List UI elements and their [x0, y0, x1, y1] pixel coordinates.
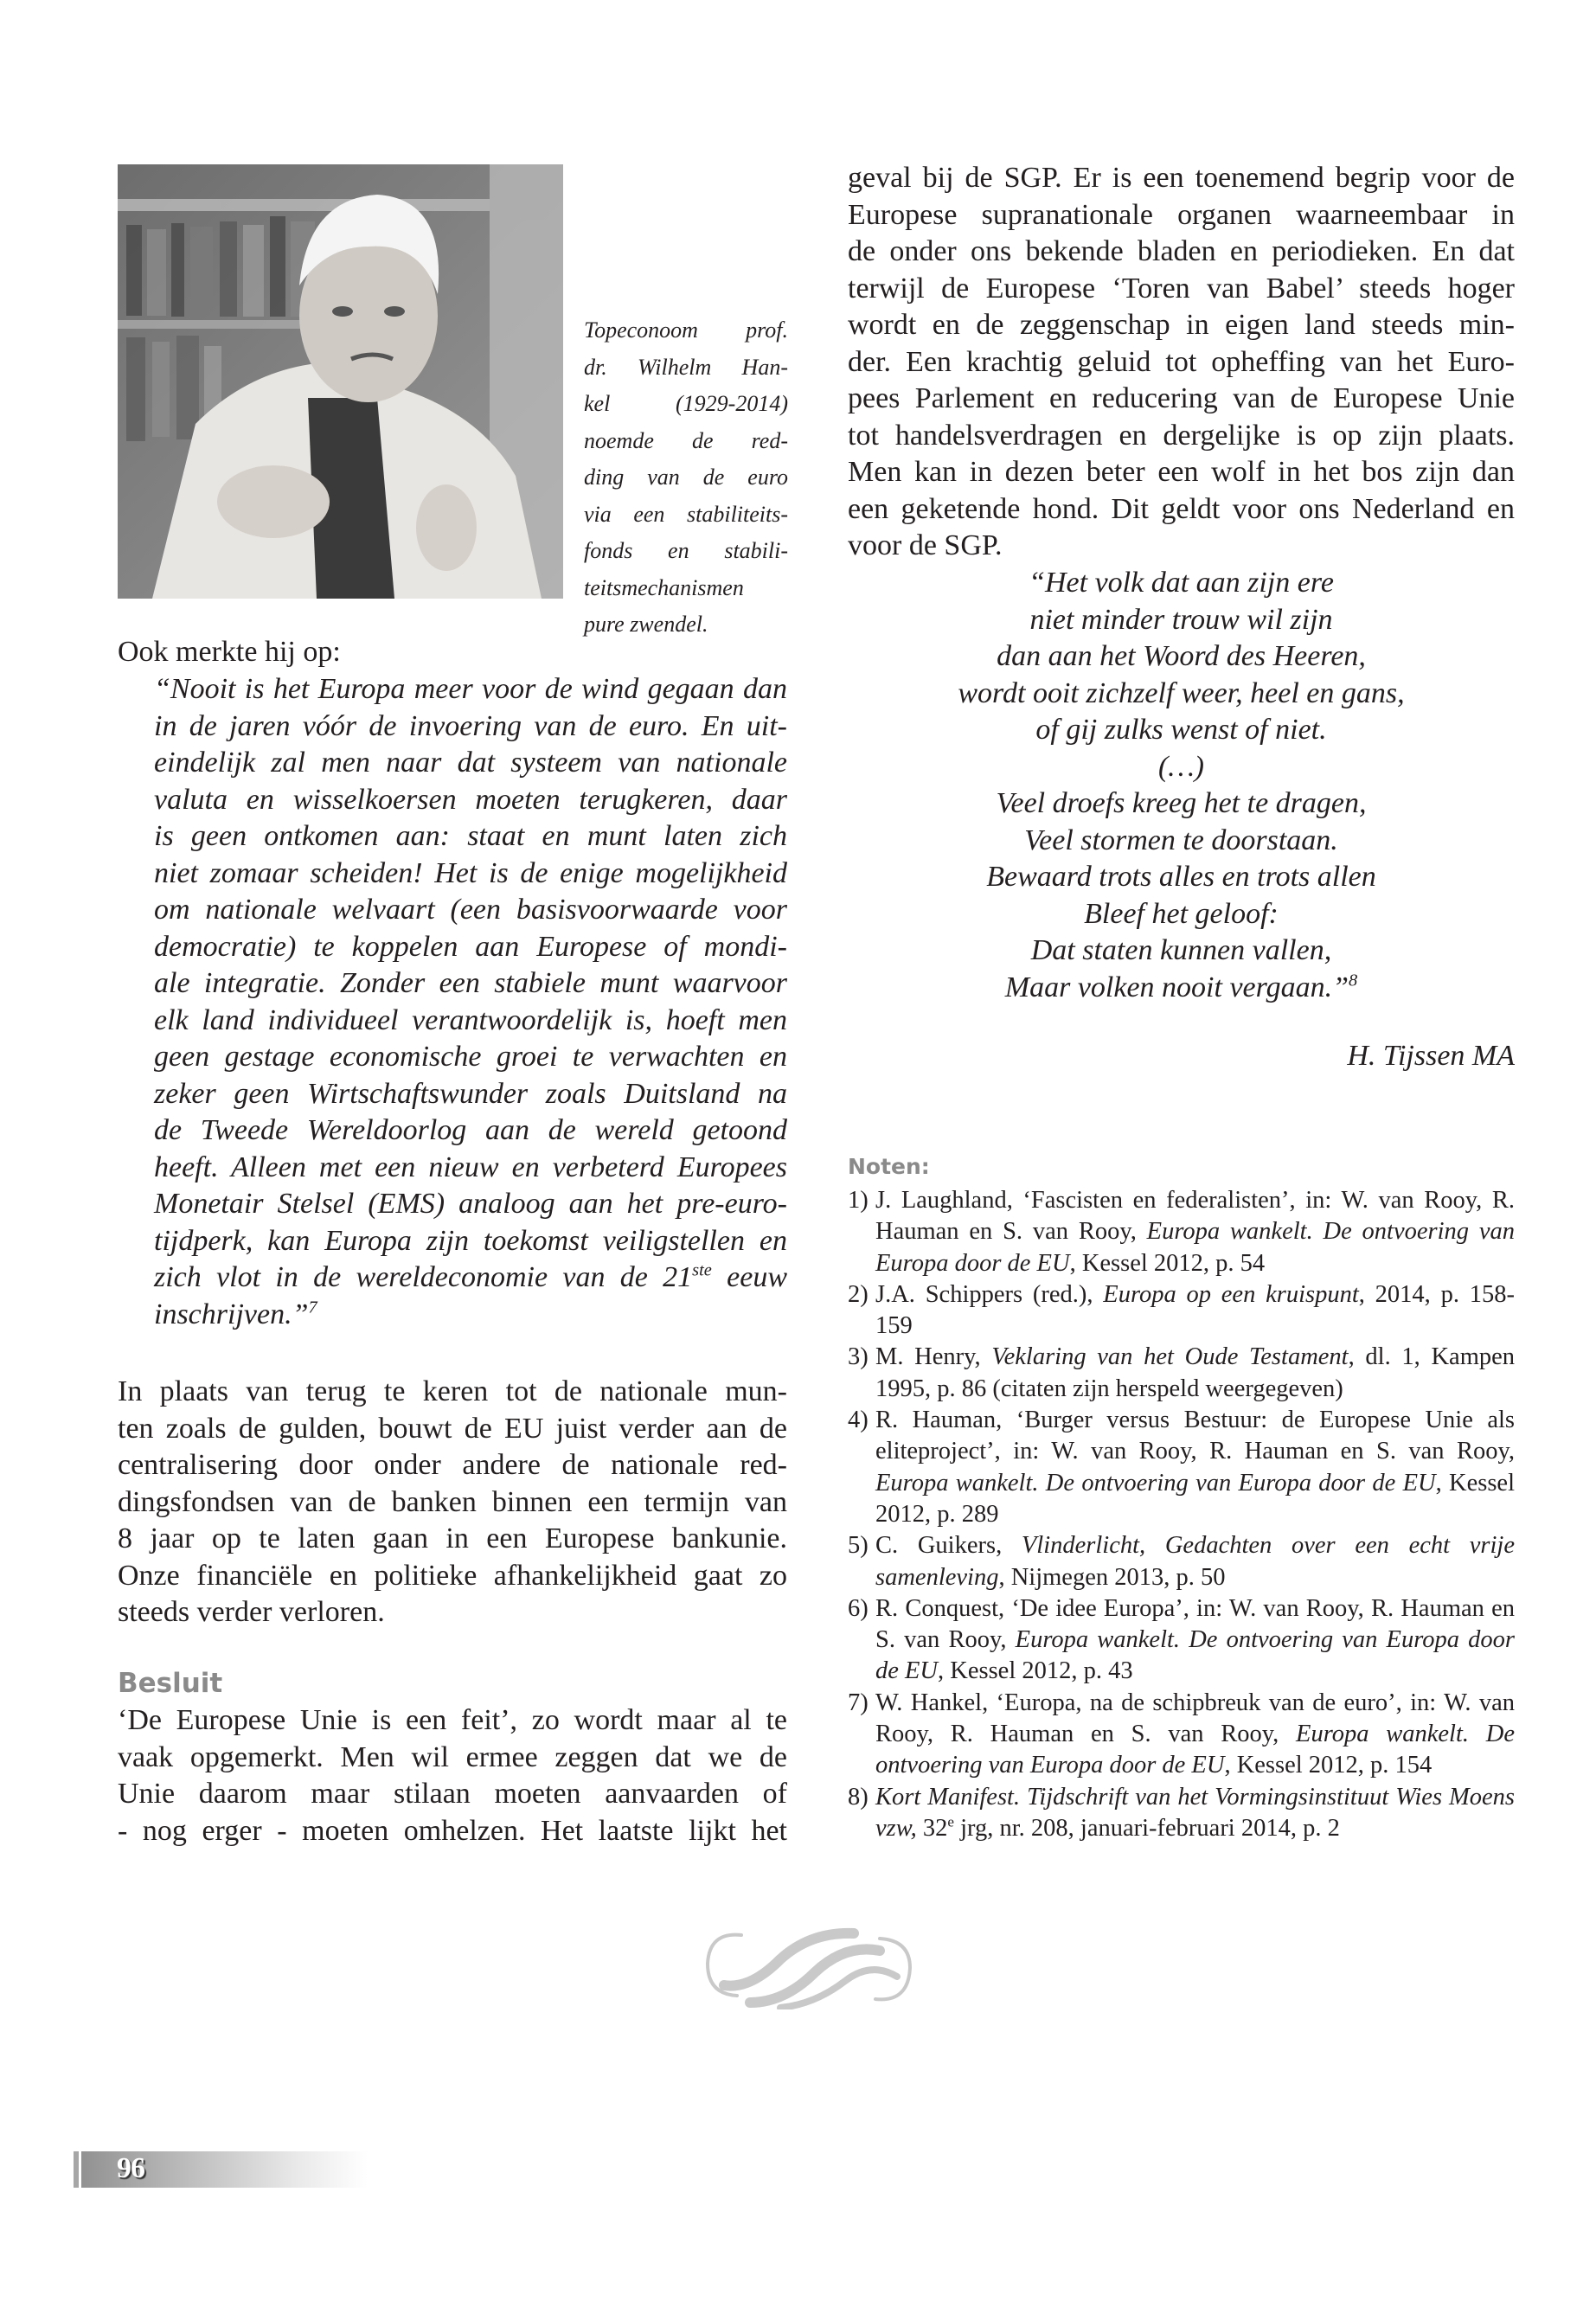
footnote-number: 6) [848, 1594, 869, 1622]
poem-line-text: Veel stormen te doorstaan. [1024, 824, 1338, 856]
section-heading-besluit: Besluit [118, 1668, 223, 1699]
text-line: steeds verder verloren. [118, 1596, 385, 1628]
text-line: wordt en de zeggenschap in eigen land steeds min- [848, 309, 1515, 341]
quote-line [154, 1039, 787, 1076]
portrait-illustration [118, 164, 563, 599]
quote-line-text: valuta en wisselkoersen moeten terugkeren, daar [154, 783, 787, 816]
caption-line: teitsmechanismen [584, 574, 744, 600]
text-line: Unie daarom maar stilaan moeten aanvaarden of [118, 1778, 787, 1810]
superscript-ste: ste [692, 1260, 712, 1280]
footnote-text: , dl. 1, Kampen 1995, p. 86 (citaten zijn herspeld weergegeven) [875, 1343, 1516, 1402]
footnote-text: , Kessel 2012, p. 154 [1224, 1752, 1433, 1779]
quote-line [154, 1259, 787, 1297]
quote-line [154, 929, 787, 966]
body-paragraph [118, 1374, 787, 1631]
poem-line [848, 602, 1515, 639]
quote-line-text: de Tweede Wereldoorlog aan de wereld getoond [154, 1114, 787, 1146]
author-signature: H. Tijssen MA [1347, 1040, 1515, 1072]
poem-line [848, 896, 1515, 933]
intro-text [118, 634, 787, 671]
footnote-number: 1) [848, 1187, 869, 1214]
caption-line: dr. Wilhelm Han- [584, 354, 788, 380]
footnote-text: , Kessel 2012, p. 54 [1069, 1249, 1266, 1277]
text-line: ‘De Europese Unie is een feit’, zo wordt maar al te [118, 1704, 787, 1736]
footnote-item [848, 1593, 1515, 1688]
text-line: ten zoals de gulden, bouwt de EU juist verder aan de [118, 1412, 787, 1445]
footnote-item [848, 1279, 1515, 1343]
quote-line-text: elk land individueel verantwoordelijk is, hoeft men [154, 1003, 787, 1036]
text-line: In plaats van terug te keren tot de nationale mun- [118, 1375, 787, 1407]
text-line: dingsfondsen van de banken binnen een termijn van [118, 1485, 787, 1518]
quote-line-text: democratie) te koppelen aan Europese of mondi- [154, 930, 787, 963]
quote-line-text: niet zomaar scheiden! Het is de enige mogelijkheid [154, 856, 787, 889]
quote-line [154, 818, 787, 856]
text-line: pees Parlement en reducering van de Europese Unie [848, 382, 1515, 414]
footnote-text: , Kessel 2012, p. 43 [938, 1657, 1133, 1685]
quote-line-text: zeker geen Wirtschaftswunder zoals Duitsland na [154, 1077, 787, 1110]
portrait-photo [118, 164, 563, 599]
quote-line [154, 965, 787, 1003]
caption-line: pure zwendel. [584, 612, 708, 637]
footnote-text: , Kessel 2012, p. 289 [875, 1469, 1515, 1528]
text-line: Onze financiële en politieke afhankelijkheid gaat zo [118, 1559, 787, 1592]
footnote-text: J.A. Schippers (red.), [875, 1280, 1104, 1308]
page-bar-edge [74, 2151, 81, 2188]
quote-line-text: zich vlot in de wereldeconomie van de 21 [154, 1261, 693, 1293]
footnote-text: e [947, 1813, 954, 1830]
footnotes-list [848, 1185, 1515, 1844]
footnote-number: 4) [848, 1407, 869, 1434]
quote-line-text: inschrijven.” [154, 1298, 309, 1330]
intro-line: Ook merkte hij op: [118, 636, 341, 668]
footnote-title: Europa wankelt. De ontvoering van Europa door de EU [875, 1218, 1515, 1277]
footnote-text: C. Guikers, [875, 1532, 1022, 1560]
footnote-title: Veklaring van het Oude Testament [991, 1343, 1349, 1371]
quote-line [154, 892, 787, 929]
footnote-text: , Nijmegen 2013, p. 50 [998, 1563, 1226, 1591]
text-line: een geketende hond. Dit geldt voor ons Nederland en [848, 492, 1515, 525]
quote-line-text: om nationale welvaart (een basisvoorwaarde voor [154, 894, 787, 926]
footnote-number: 2) [848, 1280, 869, 1308]
footnote-text: R. Hauman, ‘Burger versus Bestuur: de Europese Unie als eliteproject’, in: W. van Rooy, R. Hauman en S. van Rooy, [875, 1407, 1515, 1465]
poem-line-text: Veel droefs kreeg het te dragen, [996, 787, 1367, 819]
quote-line-text: heeft. Alleen met een nieuw en verbeterd Europees [154, 1150, 787, 1183]
poem-line [848, 859, 1515, 896]
quote-line-text: geen gestage economische groei te verwachten en [154, 1041, 787, 1073]
quote-line [154, 745, 787, 782]
footnote-title: Europa wankelt. De ontvoering van Europa door de EU [875, 1721, 1515, 1779]
footnote-text: M. Henry, [875, 1343, 992, 1371]
quote-line [154, 1297, 787, 1334]
poem-line [848, 749, 1515, 786]
footnote-title: Europa op een kruispunt [1103, 1280, 1359, 1308]
footnote-title: Vlinderlicht, Gedachten over een echt vrije samenleving [875, 1532, 1515, 1591]
footnote-title: Europa wankelt. De ontvoering van Europa door de EU [875, 1469, 1436, 1497]
quote-line-text: eindelijk zal men naar dat systeem van nationale [154, 747, 787, 779]
footnote-title: Europa wankelt. De ontvoering van Europa door de EU [875, 1626, 1515, 1685]
footnote-text: W. Hankel, ‘Europa, na de schipbreuk van de euro’, in: W. van Rooy, R. Hauman en S. van Rooy, [875, 1689, 1515, 1748]
quote-line [154, 708, 787, 746]
quote-line [154, 1112, 787, 1150]
footnote-text: R. Conquest, ‘De idee Europa’, in: W. van Rooy, R. Hauman en S. van Rooy, [875, 1594, 1515, 1654]
text-line: terwijl de Europese ‘Toren van Babel’ steeds hoger [848, 272, 1515, 304]
poem-line-text: wordt ooit zichzelf weer, heel en gans, [958, 676, 1405, 709]
text-line: vaak opgemerkt. Men wil ermee zeggen dat we de [118, 1740, 787, 1773]
page-number-bar [74, 2151, 368, 2188]
text-line: der. Een krachtig geluid tot opheffing van het Euro- [848, 345, 1515, 378]
decorative-ornament-icon [702, 1925, 915, 2009]
page-number: 96 [117, 2152, 144, 2184]
quote-line [154, 1003, 787, 1040]
hankel-quote [154, 671, 787, 1333]
quote-line [154, 671, 787, 708]
poem-line [848, 712, 1515, 749]
footnote-text: jrg, nr. 208, januari-februari 2014, p. 2 [953, 1814, 1340, 1842]
footnote-item [848, 1342, 1515, 1405]
poem-line-text: dan aan het Woord des Heeren, [997, 640, 1366, 672]
poem-quote [848, 565, 1515, 1006]
footnote-ref-8: 8 [1349, 971, 1358, 990]
text-line: 8 jaar op te laten gaan in een Europese bankunie. [118, 1522, 787, 1554]
poem-line-text: Maar volken nooit vergaan.” [1004, 971, 1349, 1003]
text-line: centralisering door onder andere de nationale red- [118, 1449, 787, 1481]
footnote-item [848, 1688, 1515, 1782]
quote-line-text: Monetair Stelsel (EMS) analoog aan het pre-euro- [154, 1188, 787, 1220]
footnote-number: 3) [848, 1343, 869, 1371]
caption-line: ding van de euro [584, 465, 788, 490]
caption-line: fonds en stabili- [584, 538, 788, 563]
quote-line-text: ale integratie. Zonder een stabiele munt waarvoor [154, 967, 787, 999]
footnote-item [848, 1782, 1515, 1845]
text-line: - nog erger - moeten omhelzen. Het laatste lijkt het [118, 1814, 787, 1847]
footnote-item [848, 1530, 1515, 1593]
poem-line [848, 676, 1515, 713]
text-line: tot handelsverdragen en dergelijke is op zijn plaats. [848, 419, 1515, 452]
footnote-ref-7: 7 [308, 1298, 317, 1317]
footnote-text: , 2014, p. 158-159 [875, 1280, 1515, 1340]
poem-line [848, 785, 1515, 823]
poem-line-text: Dat staten kunnen vallen, [1030, 934, 1332, 966]
body-paragraph-continued [848, 160, 1515, 565]
poem-line [848, 970, 1515, 1007]
footnote-item [848, 1405, 1515, 1530]
notes-heading: Noten: [848, 1154, 930, 1179]
footnote-number: 8) [848, 1783, 869, 1811]
footnote-title: Kort Manifest. Tijdschrift van het Vormingsinstituut Wies Moens vzw, [875, 1783, 1515, 1842]
poem-line-text: Bewaard trots alles en trots allen [986, 861, 1376, 893]
caption-line: Topeconoom prof. [584, 317, 788, 343]
poem-line-text: “Het volk dat aan zijn ere [1029, 567, 1334, 599]
poem-line [848, 638, 1515, 676]
poem-line [848, 823, 1515, 860]
besluit-paragraph [118, 1702, 787, 1849]
text-line: Men kan in dezen beter een wolf in het bos zijn dan [848, 456, 1515, 488]
quote-line-text: tijdperk, kan Europa zijn toekomst veiligstellen en [154, 1224, 787, 1257]
text-line: voor de SGP. [848, 529, 1003, 561]
quote-line [154, 1076, 787, 1113]
footnote-item [848, 1185, 1515, 1279]
quote-line [154, 1186, 787, 1223]
text-line: Europese supranationale organen waarneembaar in [848, 198, 1515, 231]
text-line: geval bij de SGP. Er is een toenemend begrip voor de [848, 162, 1515, 194]
poem-line [848, 565, 1515, 602]
footnote-text: J. Laughland, ‘Fascisten en federalisten’, in: W. van Rooy, R. Hauman en S. van Rooy, [875, 1187, 1515, 1246]
poem-line-text: Bleef het geloof: [1084, 897, 1279, 930]
quote-line [154, 782, 787, 819]
poem-line-text: niet minder trouw wil zijn [1029, 603, 1333, 636]
quote-line-end: eeuw [711, 1261, 787, 1293]
caption-line: kel (1929-2014) [584, 391, 788, 416]
quote-line-text: “Nooit is het Europa meer voor de wind gegaan dan [154, 673, 787, 705]
quote-line [154, 1223, 787, 1260]
quote-line-text: in de jaren vóór de invoering van de euro. En uit- [154, 709, 787, 742]
poem-line [848, 933, 1515, 970]
poem-line-text: (…) [1158, 750, 1204, 783]
footnote-number: 7) [848, 1689, 869, 1716]
quote-line-text: is geen ontkomen aan: staat en munt laten zich [154, 820, 787, 852]
footnote-number: 5) [848, 1532, 869, 1560]
footnote-text: 32 [916, 1814, 948, 1842]
caption-line: via een stabiliteits- [584, 501, 788, 527]
poem-line-text: of gij zulks wenst of niet. [1035, 714, 1327, 746]
quote-line [154, 856, 787, 893]
caption-line: noemde de red- [584, 427, 788, 453]
quote-line [154, 1150, 787, 1187]
photo-caption [584, 318, 788, 650]
text-line: de onder ons bekende bladen en periodieken. En dat [848, 235, 1515, 267]
